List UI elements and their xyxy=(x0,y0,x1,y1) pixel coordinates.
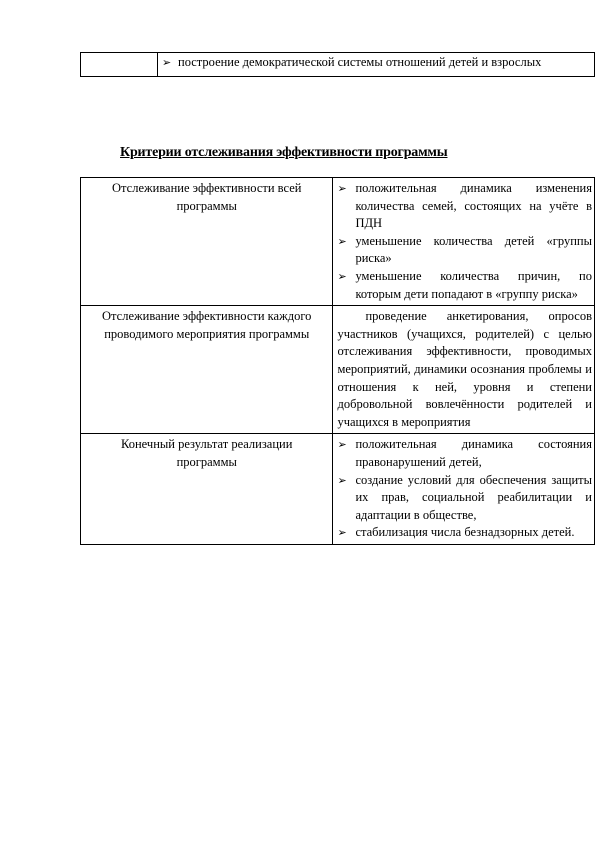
list-item-text: уменьшение количества причин, по которым дети попадают в «группу риска» xyxy=(355,268,592,301)
table-row xyxy=(81,53,595,77)
arrowhead-bullet-icon: ➢ xyxy=(162,56,172,69)
list-item xyxy=(337,524,592,542)
indicator-cell xyxy=(333,178,595,306)
indicator-list xyxy=(337,436,592,542)
list-item xyxy=(337,180,592,233)
indicator-list xyxy=(337,180,592,303)
table-row xyxy=(81,178,595,306)
table-row xyxy=(81,434,595,545)
list-item-text: стабилизация числа безнадзорных детей. xyxy=(355,525,575,540)
list-item-text: создание условий для обеспечения защиты их прав, социальной реабилитации и адаптации в обществе, xyxy=(355,472,592,522)
indicator-paragraph: проведение анкетирования, опросов участников (учащихся, родителей) с целью отслеживания эффективности, проводимых мероприятий, динамики осознания проблемы и отношения к ней, уровня и степени добровольной вовлечённости родителей и учащихся в мероприятия xyxy=(337,309,592,429)
criterion-text: Конечный результат реализации программы xyxy=(121,437,293,469)
section-heading: Критерии отслеживания эффективности программы xyxy=(120,145,448,160)
criterion-text: Отслеживание эффективности всей программы xyxy=(112,181,302,213)
arrowhead-bullet-icon: ➢ xyxy=(337,438,347,452)
arrowhead-bullet-icon: ➢ xyxy=(337,182,347,195)
list-item xyxy=(337,233,592,268)
indicator-cell xyxy=(333,434,595,545)
table-row xyxy=(81,306,595,434)
list-item-text: положительная динамика состояния правонарушений детей, xyxy=(355,437,592,469)
criterion-cell xyxy=(81,306,333,434)
continuation-table xyxy=(80,52,595,77)
criterion-cell xyxy=(81,434,333,545)
bullet-text: построение демократической системы отношений детей и взрослых xyxy=(178,55,542,69)
criterion-cell xyxy=(81,178,333,306)
list-item xyxy=(337,268,592,303)
list-item xyxy=(337,436,592,471)
indicator-cell xyxy=(333,306,595,434)
list-item-text: уменьшение количества детей «группы риска» xyxy=(355,233,592,266)
arrowhead-bullet-icon: ➢ xyxy=(337,526,347,540)
arrowhead-bullet-icon: ➢ xyxy=(337,234,347,248)
arrowhead-bullet-icon: ➢ xyxy=(337,269,347,283)
criterion-text: Отслеживание эффективности каждого проводимого мероприятия программы xyxy=(102,309,312,341)
list-item xyxy=(337,472,592,525)
arrowhead-bullet-icon: ➢ xyxy=(337,473,347,487)
empty-cell xyxy=(81,53,158,77)
criteria-table xyxy=(80,177,595,545)
bullet-cell xyxy=(158,53,595,77)
list-item-text: положительная динамика изменения количества семей, состоящих на учёте в ПДН xyxy=(355,181,592,231)
